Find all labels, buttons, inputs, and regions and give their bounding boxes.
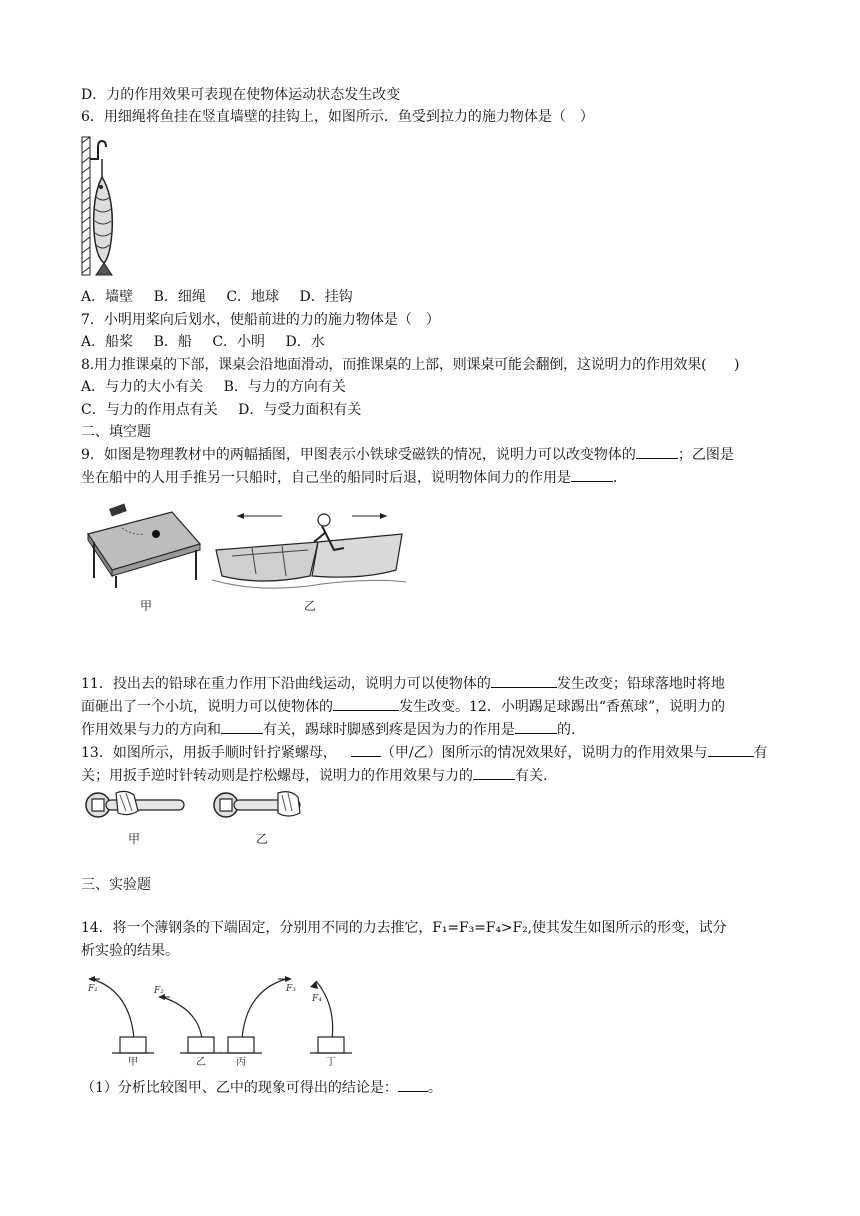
q14-caption-ding: 丁 xyxy=(326,1057,336,1068)
q9-blank-2[interactable] xyxy=(571,468,613,482)
q14-force-f1: F₁ xyxy=(88,984,98,994)
q14-caption-bing: 丙 xyxy=(236,1057,246,1068)
q14-line-1: 14．将一个薄钢条的下端固定，分别用不同的力去推它，F₁=F₃=F₄>F₂,使其发生如图所示的形变，试分 xyxy=(81,920,727,936)
q9-line-2 xyxy=(81,468,627,488)
q8-options-row1 xyxy=(81,377,346,397)
q12-blank-2[interactable] xyxy=(515,720,557,734)
q12-blank-1[interactable] xyxy=(221,720,263,734)
q13-text-1b: （甲/乙）图所示的情况效果好，说明力的作用效果与 xyxy=(380,745,708,761)
q11-line-3 xyxy=(81,720,575,740)
q7-stem: 7．小明用桨向后划水，使船前进的力的施力物体是（ ） xyxy=(81,312,440,328)
q5-option-d: D．力的作用效果可表现在使物体运动状态发生改变 xyxy=(81,87,401,103)
fish-on-hook-figure xyxy=(82,137,126,277)
q14-sub-1 xyxy=(81,1078,442,1098)
q8-options-row2 xyxy=(81,400,361,420)
q14-caption-yi: 乙 xyxy=(196,1057,206,1068)
q7-option-b: B．船 xyxy=(153,334,192,350)
q6-option-c: C．地球 xyxy=(226,289,280,305)
q14-caption-jia: 甲 xyxy=(128,1057,138,1068)
q13-text-2b: 有关. xyxy=(515,768,548,784)
q9-text-2b: ． xyxy=(613,470,627,486)
q13-text-2a: 关；用扳手逆时针转动则是拧松螺母，说明力的作用效果与力的 xyxy=(81,768,473,784)
q11-text-2a: 面砸出了一个小坑，说明力可以使物体的 xyxy=(81,699,333,715)
q14-force-f4: F₄ xyxy=(312,994,322,1004)
q13-line-2 xyxy=(81,766,547,786)
q13-blank-3[interactable] xyxy=(473,766,515,780)
section-2-title: 二、填空题 xyxy=(81,424,151,440)
q14-force-f2: F₂ xyxy=(154,986,164,996)
q9-blank-1[interactable] xyxy=(636,445,678,459)
q8-option-d: D．与受力面积有关 xyxy=(238,402,362,418)
q14-sub-1-end: 。 xyxy=(427,1080,442,1096)
q11-text-1b: 发生改变；铅球落地时将地 xyxy=(556,676,725,692)
q11-text-3c: 的. xyxy=(557,722,576,738)
q6-option-a: A．墙壁 xyxy=(81,289,134,305)
q13-caption-jia: 甲 xyxy=(128,832,141,846)
q8-stem: 8.用力推课桌的下部，课桌会沿地面滑动，而推课桌的上部，则课桌可能会翻倒，这说明力的作用效果( ) xyxy=(81,357,740,373)
q11-text-1a: 11．投出去的铅球在重力作用下沿曲线运动，说明力可以使物体的 xyxy=(81,676,491,692)
q13-wrench-figure xyxy=(82,787,312,849)
q9-caption-jia: 甲 xyxy=(140,599,153,613)
q7-option-a: A．船桨 xyxy=(81,334,134,350)
q9-text-2a: 坐在船中的人用手推另一只船时，自己坐的船同时后退，说明物体间力的作用是 xyxy=(81,470,571,486)
q9-caption-yi: 乙 xyxy=(304,599,317,613)
q11-blank-2[interactable] xyxy=(333,697,399,711)
q9-figure xyxy=(82,498,412,618)
q14-steel-strip-figure xyxy=(82,969,382,1067)
q11-text-2b: 发生改变。12．小明踢足球踢出“香蕉球”，说明力的 xyxy=(399,699,726,715)
q6-option-b: B．细绳 xyxy=(153,289,206,305)
q11-text-3b: 有关，踢球时脚感到疼是因为力的作用是 xyxy=(263,722,515,738)
q11-text-3a: 作用效果与力的方向和 xyxy=(81,722,221,738)
q14-line-2: 析实验的结果。 xyxy=(81,943,179,959)
wrench-yi xyxy=(214,792,300,817)
q13-blank-2[interactable] xyxy=(708,743,754,757)
q11-blank-1[interactable] xyxy=(491,674,557,688)
boats-illustration xyxy=(212,513,406,588)
q7-option-d: D．水 xyxy=(285,334,325,350)
q8-option-b: B．与力的方向有关 xyxy=(223,379,346,395)
q8-option-c: C．与力的作用点有关 xyxy=(81,402,218,418)
q6-options xyxy=(81,287,353,307)
q13-caption-yi: 乙 xyxy=(256,832,269,846)
q9-line-1 xyxy=(81,445,734,465)
q8-option-a: A．与力的大小有关 xyxy=(81,379,204,395)
q14-sub-1-text: （1）分析比较图甲、乙中的现象可得出的结论是： xyxy=(81,1080,398,1096)
q6-stem: 6．用细绳将鱼挂在竖直墙壁的挂钩上，如图所示．鱼受到拉力的施力物体是（ ） xyxy=(81,109,594,125)
q13-line-1 xyxy=(81,743,768,763)
q11-line-2 xyxy=(81,697,725,717)
q7-options xyxy=(81,332,325,352)
q9-text-1b: ；乙图是 xyxy=(677,447,734,463)
q14-force-f3: F₃ xyxy=(286,984,296,994)
q13-text-1a: 13．如图所示，用扳手顺时针拧紧螺母， xyxy=(81,745,337,761)
q14-blank-1[interactable] xyxy=(398,1078,428,1092)
q9-text-1a: 9．如图是物理教材中的两幅插图，甲图表示小铁球受磁铁的情况，说明力可以改变物体的 xyxy=(81,447,636,463)
wrench-jia xyxy=(86,791,184,817)
q13-blank-1[interactable] xyxy=(351,743,381,757)
magnet-table-illustration xyxy=(88,504,200,588)
section-3-title: 三、实验题 xyxy=(81,877,151,893)
q7-option-c: C．小明 xyxy=(212,334,266,350)
q13-text-1c: 有 xyxy=(753,745,768,761)
q11-line-1 xyxy=(81,674,725,694)
q6-option-d: D．挂钩 xyxy=(299,289,353,305)
